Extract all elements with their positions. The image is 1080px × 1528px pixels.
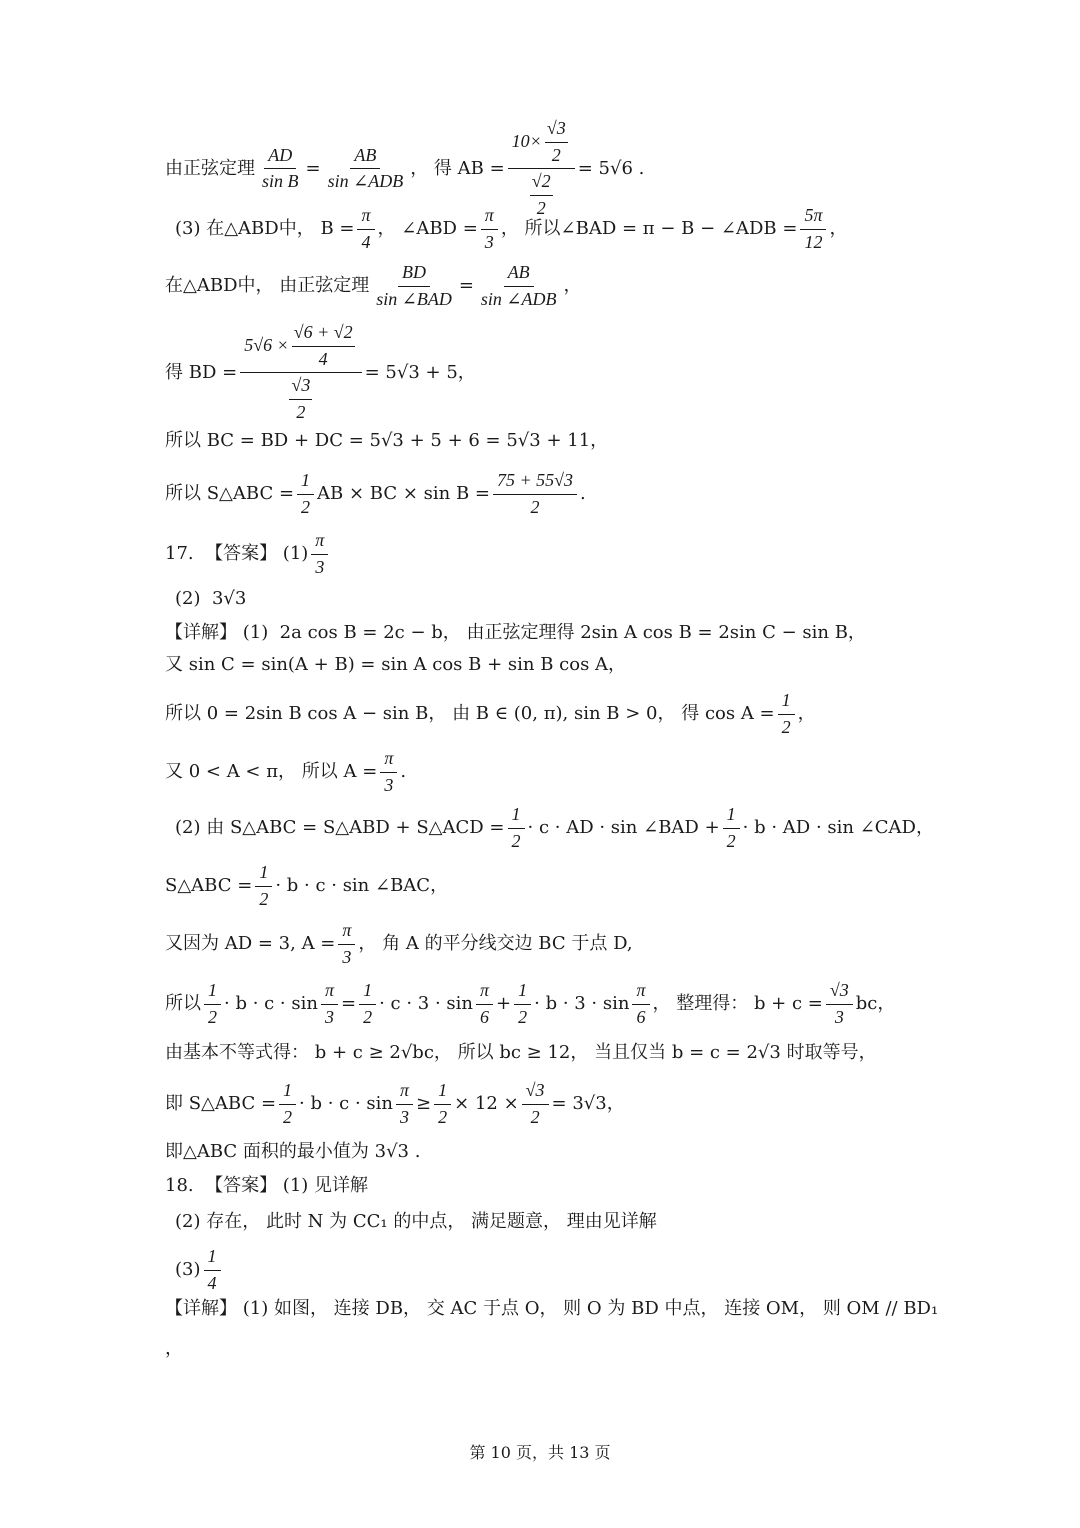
text-run: ， [797, 703, 816, 725]
fraction: $\frac{1}{2}$ [297, 470, 314, 518]
fraction: $\frac{AD}{\text{sin B}}$ [262, 144, 299, 192]
text-run: 即△ABC 面积的最小值为 3√3 . [165, 1141, 421, 1162]
text-run: ， ∠ABD = [377, 218, 478, 240]
solution-line [165, 1080, 1020, 1128]
text-run: 【详解】 (1) 2a cos B = 2c − b， 由正弦定理得 2sin A cos B = 2sin C − sin B， [165, 622, 866, 643]
fraction: $\frac{\pi}{6}$ [476, 980, 493, 1028]
solution-line [165, 920, 1020, 968]
text-run: (2) 存在， 此时 N 为 CC₁ 的中点， 满足题意， 理由见详解 [175, 1211, 657, 1232]
inner-fraction: $\frac{√3}{2}$ [546, 118, 566, 165]
fraction: $\frac{BD}{\text{sin ∠BAD}}$ [376, 262, 452, 309]
fraction: $\frac{1}{2}$ [359, 980, 376, 1028]
fraction: $\frac{\pi}{3}$ [396, 1080, 413, 1128]
fraction: $\frac{1}{2}$ [255, 862, 272, 910]
text-run: ， [563, 275, 582, 297]
text-run: · b · 3 · sin [534, 993, 630, 1015]
text-run: 又 0 < A < π， 所以 A = [165, 761, 378, 783]
text-run: 所以 0 = 2sin B cos A − sin B， 由 B ∈ (0, π), sin B > 0， 得 cos A = [165, 703, 775, 725]
text-run: . [580, 483, 586, 505]
text-run: . [400, 761, 407, 783]
text-run: 由基本不等式得： b + c ≥ 2√bc， 所以 bc ≥ 12， 当且仅当 b = c = 2√3 时取等号， [165, 1042, 877, 1063]
text-run: = 3√3， [551, 1093, 625, 1115]
text-run: = [341, 993, 357, 1015]
compound-fraction: 10× $\frac{√3}{2}$ $\frac{√2}{2}$ [508, 118, 575, 219]
text-run: ， [165, 1338, 183, 1359]
text-run: · b · c · sin [224, 993, 318, 1015]
inner-fraction: $\frac{√6 + √2}{4}$ [293, 322, 353, 369]
fraction: $\frac{1}{2}$ [204, 980, 221, 1028]
text-run: + [496, 993, 512, 1015]
solution-line [165, 322, 1020, 423]
page-footer: 第 10 页，共 13 页 [469, 1443, 611, 1462]
inner-fraction: $\frac{√2}{2}$ [531, 171, 551, 218]
text-run: 由正弦定理 [165, 157, 255, 179]
fraction: $\frac{√3}{3}$ [826, 980, 853, 1028]
text-run: 18. 【答案】 (1) 见详解 [165, 1175, 369, 1196]
text-run: 又因为 AD = 3, A = [165, 933, 336, 955]
solution-line [175, 205, 1020, 253]
text-run: (2) 由 S△ABC = S△ABD + S△ACD = [175, 817, 505, 839]
fraction: $\frac{75 + 55√3}{2}$ [493, 470, 577, 518]
text-run: 【详解】 (1) 如图， 连接 DB， 交 AC 于点 O， 则 O 为 BD 中点， 连接 OM， 则 OM // BD₁ [165, 1298, 939, 1319]
text-run: 所以 BC = BD + DC = 5√3 + 5 + 6 = 5√3 + 11， [165, 430, 609, 451]
fraction: $\frac{1}{2}$ [434, 1080, 451, 1128]
fraction: $\frac{AB}{\text{sin ∠ADB}}$ [327, 144, 404, 192]
text-run: = 5√3 + 5， [364, 361, 476, 383]
text-run: · c · AD · sin ∠BAD + [527, 817, 720, 839]
solution-line [165, 470, 1020, 518]
fraction: $\frac{1}{2}$ [723, 804, 740, 852]
solution-line [165, 1338, 1020, 1360]
text-run: 所以 [165, 993, 201, 1015]
text-run: · b · c · sin ∠BAC， [275, 875, 449, 897]
text-run: 所以 S△ABC = [165, 483, 295, 505]
fraction: $\frac{\pi}{3}$ [321, 980, 338, 1028]
fraction: $\frac{\pi}{3}$ [380, 748, 397, 796]
solution-line [165, 1298, 1020, 1320]
solution-line [165, 690, 1020, 738]
fraction: $\frac{\pi}{3}$ [338, 920, 355, 968]
fraction: $\frac{\pi}{3}$ [311, 530, 328, 578]
solution-line [175, 804, 1020, 852]
text-run: ， [829, 218, 848, 240]
text-run: ， 所以∠BAD = π − B − ∠ADB = [500, 218, 798, 240]
solution-line [165, 1175, 1020, 1197]
solution-line [175, 1246, 1020, 1294]
solution-line [165, 748, 1020, 796]
text-run: · b · AD · sin ∠CAD， [742, 817, 934, 839]
text-run: · b · c · sin [299, 1093, 394, 1115]
text-run: 17. 【答案】 (1) [165, 543, 309, 565]
text-run: ， 整理得： b + c = [652, 993, 823, 1015]
text-run: · c · 3 · sin [379, 993, 473, 1015]
fraction: $\frac{1}{4}$ [204, 1246, 221, 1294]
fraction: $\frac{1}{2}$ [778, 690, 795, 738]
text-run: (2) 3√3 [175, 588, 247, 609]
text-run: ， 角 A 的平分线交边 BC 于点 D, [358, 933, 633, 955]
solution-line [165, 262, 1020, 310]
fraction: $\frac{\pi}{3}$ [481, 205, 498, 253]
fraction: $\frac{\pi}{4}$ [357, 205, 374, 253]
fraction: $\frac{1}{2}$ [508, 804, 525, 852]
solution-line [165, 862, 1020, 910]
text-run: 在△ABD中， 由正弦定理 [165, 275, 370, 297]
text-run: = 5√6 . [577, 157, 645, 179]
inner-fraction: $\frac{√3}{2}$ [291, 375, 311, 422]
text-run: = [458, 275, 474, 297]
solution-line [165, 530, 1020, 578]
fraction: $\frac{AB}{\text{sin ∠ADB}}$ [480, 262, 557, 309]
text-run: × 12 × [454, 1093, 519, 1115]
text-run: 即 S△ABC = [165, 1093, 277, 1115]
solution-line [175, 588, 1020, 610]
fraction: $\frac{5\pi}{12}$ [800, 205, 826, 253]
fraction: $\frac{1}{2}$ [514, 980, 531, 1028]
fraction: $\frac{√3}{2}$ [522, 1080, 549, 1128]
solution-line [165, 654, 1020, 676]
solution-line [165, 622, 1020, 644]
text-run: S△ABC = [165, 875, 253, 897]
text-run: 又 sin C = sin(A + B) = sin A cos B + sin B cos A， [165, 654, 627, 675]
text-run: ， 得 AB = [410, 157, 505, 179]
text-run: bc， [855, 993, 896, 1015]
fraction: $\frac{\pi}{6}$ [632, 980, 649, 1028]
text-run: AB × BC × sin B = [317, 483, 490, 505]
text-run: = [305, 157, 321, 179]
solution-line [175, 1211, 1020, 1233]
solution-line [165, 430, 1020, 452]
text-run: ≥ [416, 1093, 432, 1115]
compound-fraction: 5√6 × $\frac{√6 + √2}{4}$ $\frac{√3}{2}$ [240, 322, 361, 423]
solution-line [165, 1042, 1020, 1064]
text-run: (3) [175, 1259, 201, 1281]
fraction: $\frac{1}{2}$ [279, 1080, 296, 1128]
solution-line [165, 1141, 1020, 1163]
text-run: 得 BD = [165, 361, 238, 383]
text-run: (3) 在△ABD中， B = [175, 218, 355, 240]
solution-line [165, 980, 1020, 1028]
